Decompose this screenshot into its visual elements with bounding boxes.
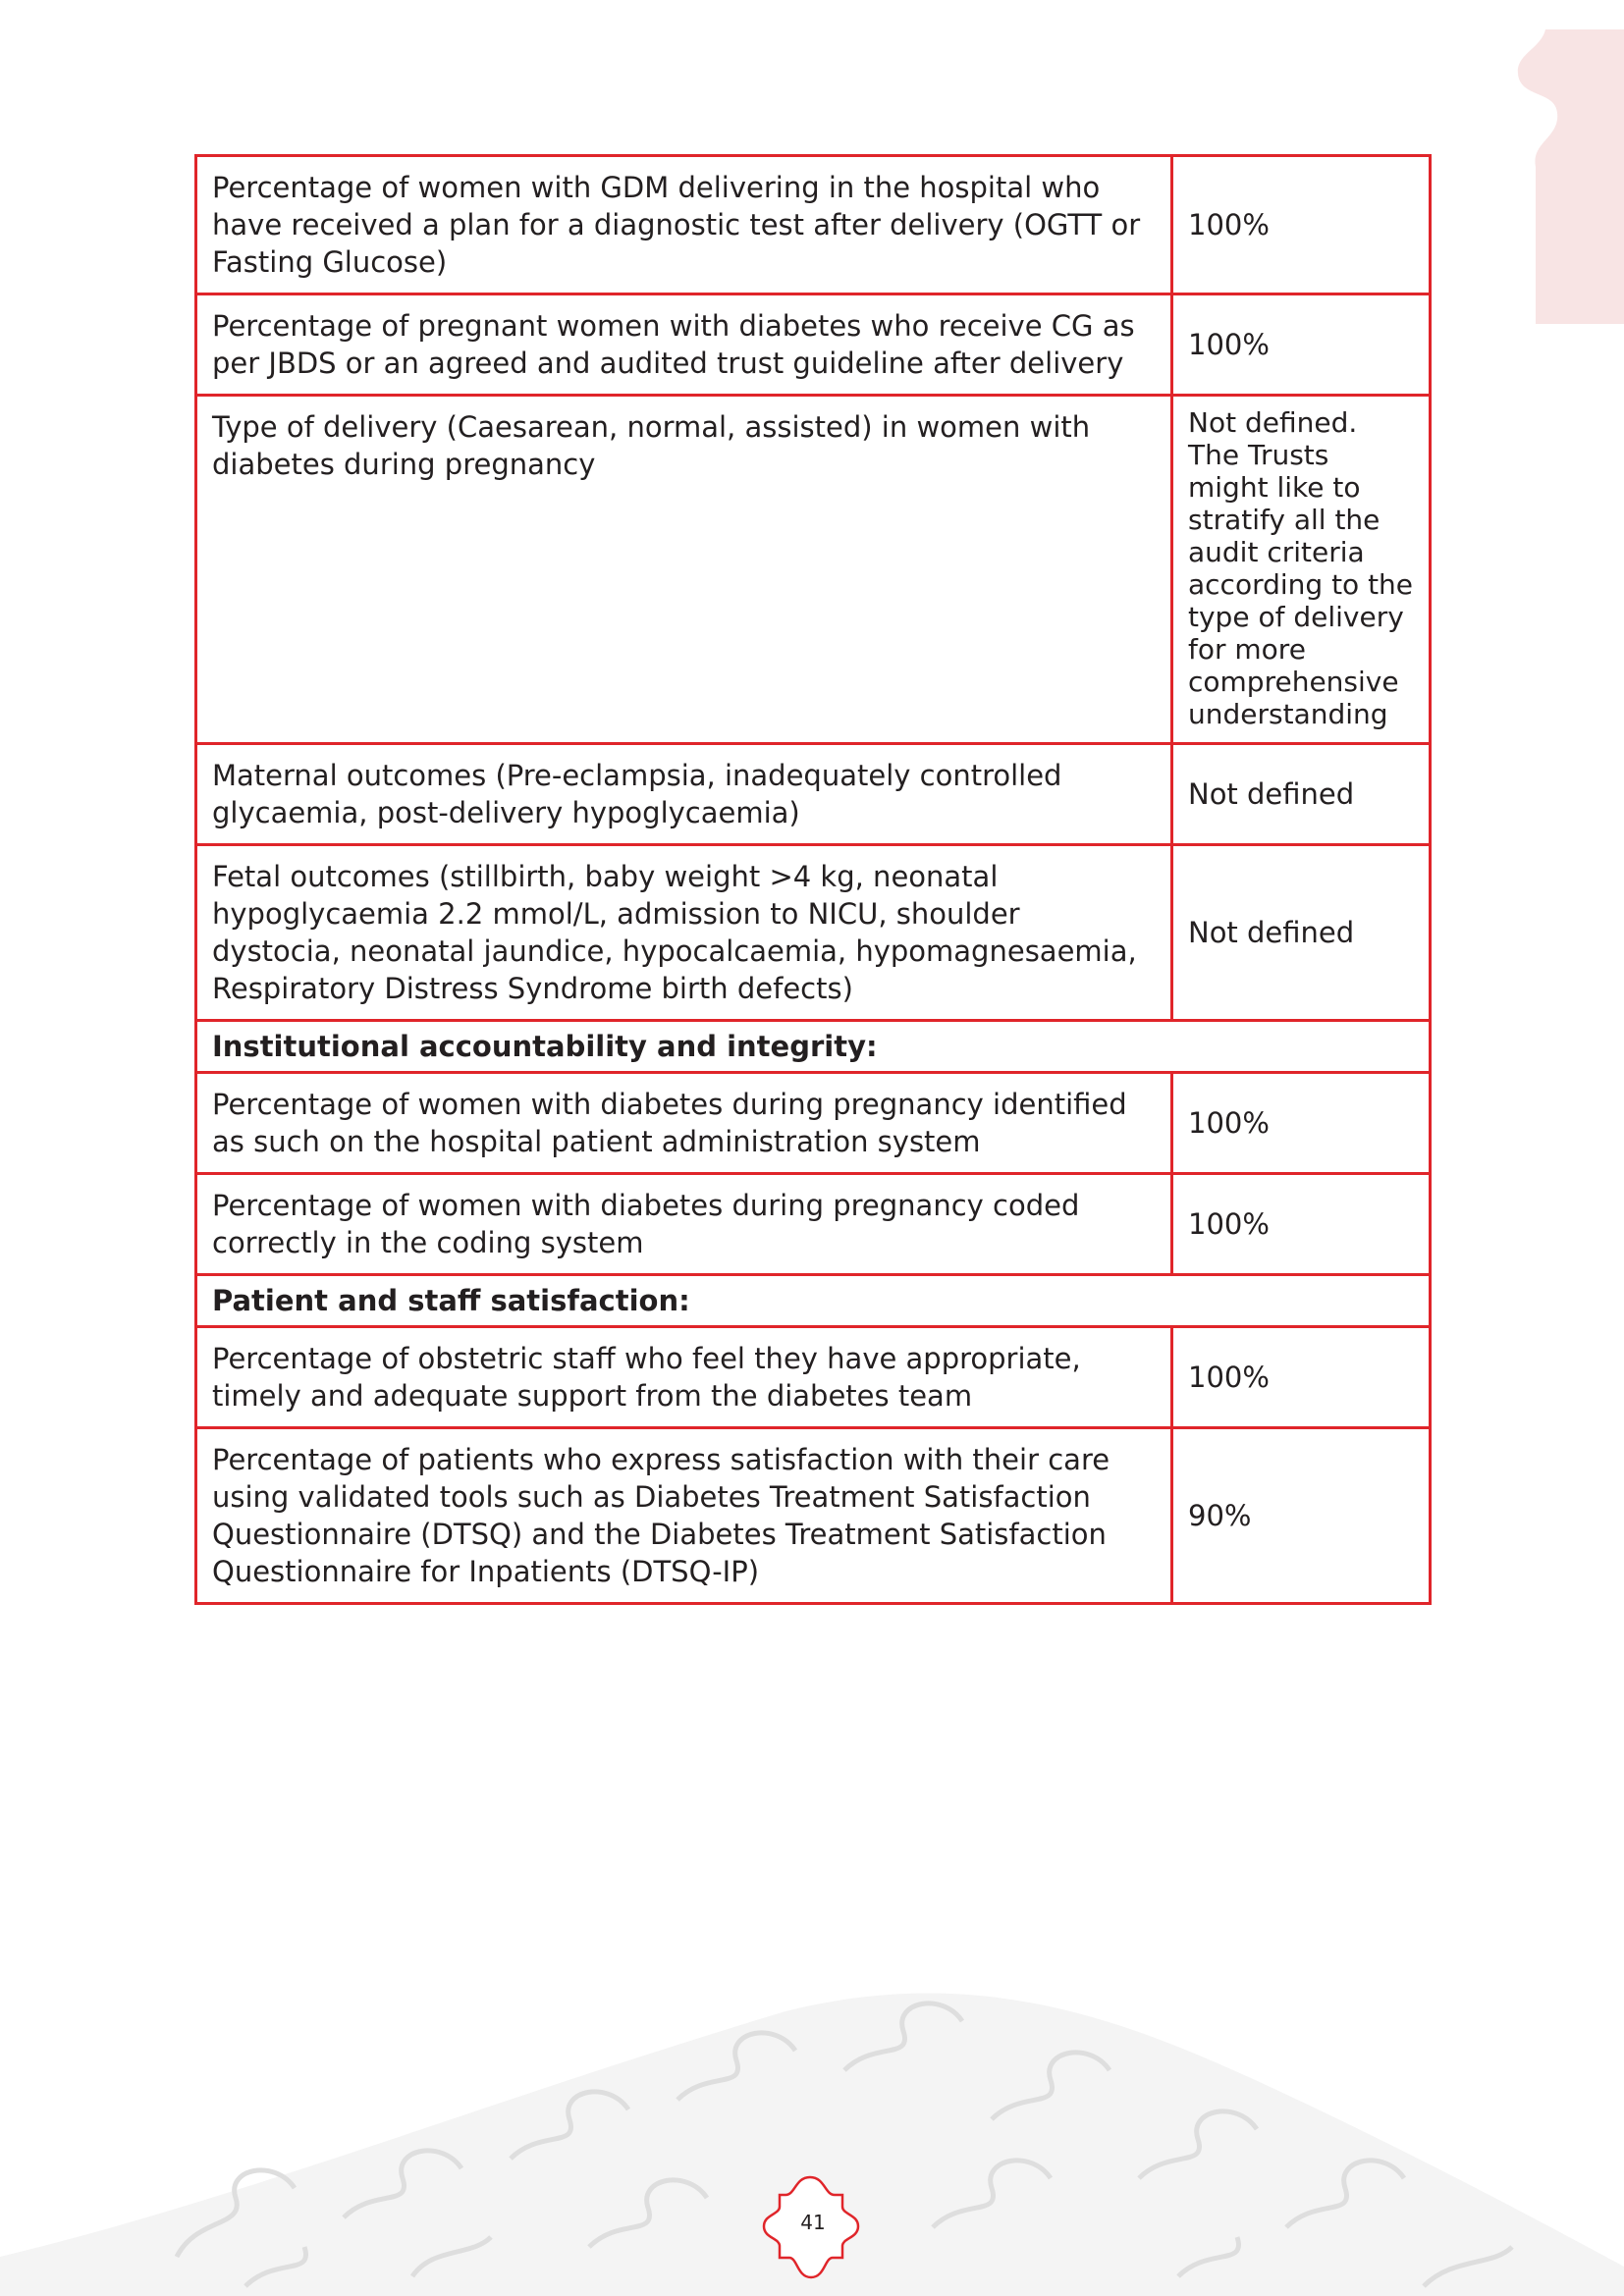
standard-cell: Not defined [1172, 744, 1431, 845]
audit-criteria-table [194, 154, 1432, 1605]
section-header-row [196, 1275, 1431, 1327]
criterion-cell: Percentage of obstetric staff who feel they have appropriate, timely and adequate support from the diabetes team [196, 1327, 1172, 1428]
criterion-cell: Maternal outcomes (Pre-eclampsia, inadequately controlled glycaemia, post-delivery hypoglycaemia) [196, 744, 1172, 845]
standard-cell: 100% [1172, 1174, 1431, 1275]
section-heading: Institutional accountability and integrity: [196, 1021, 1431, 1073]
table-row [196, 845, 1431, 1021]
puzzle-corner-icon [1506, 29, 1624, 324]
criterion-cell: Percentage of women with GDM delivering in the hospital who have received a plan for a diagnostic test after delivery (OGTT or Fasting Glucose) [196, 156, 1172, 294]
section-heading: Patient and staff satisfaction: [196, 1275, 1431, 1327]
page-number: 41 [800, 2211, 826, 2234]
table-row [196, 156, 1431, 294]
table-row [196, 294, 1431, 396]
standard-cell: 100% [1172, 294, 1431, 396]
table-row [196, 1327, 1431, 1428]
criterion-cell: Fetal outcomes (stillbirth, baby weight >4 kg, neonatal hypoglycaemia 2.2 mmol/L, admission to NICU, shoulder dystocia, neonatal jaundice, hypocalcaemia, hypomagnesaemia, Respiratory Distress Syndrome birth defects) [196, 845, 1172, 1021]
standard-cell: 90% [1172, 1428, 1431, 1604]
criterion-cell: Percentage of patients who express satisfaction with their care using validated tools such as Diabetes Treatment Satisfaction Questionnaire (DTSQ) and the Diabetes Treatment Satisfaction Questionnaire for Inpatients (DTSQ-IP) [196, 1428, 1172, 1604]
table-row [196, 1073, 1431, 1174]
criterion-cell: Percentage of pregnant women with diabetes who receive CG as per JBDS or an agreed and audited trust guideline after delivery [196, 294, 1172, 396]
standard-cell: 100% [1172, 1327, 1431, 1428]
criterion-cell: Type of delivery (Caesarean, normal, assisted) in women with diabetes during pregnancy [196, 396, 1172, 744]
standard-cell: 100% [1172, 156, 1431, 294]
table-row [196, 1174, 1431, 1275]
table-row [196, 744, 1431, 845]
table-row [196, 1428, 1431, 1604]
criterion-cell: Percentage of women with diabetes during pregnancy identified as such on the hospital patient administration system [196, 1073, 1172, 1174]
table-row [196, 396, 1431, 744]
standard-cell: 100% [1172, 1073, 1431, 1174]
standard-cell: Not defined [1172, 845, 1431, 1021]
section-header-row [196, 1021, 1431, 1073]
standard-cell: Not defined. The Trusts might like to stratify all the audit criteria according to the type of delivery for more comprehensive understanding [1172, 396, 1431, 744]
criterion-cell: Percentage of women with diabetes during pregnancy coded correctly in the coding system [196, 1174, 1172, 1275]
